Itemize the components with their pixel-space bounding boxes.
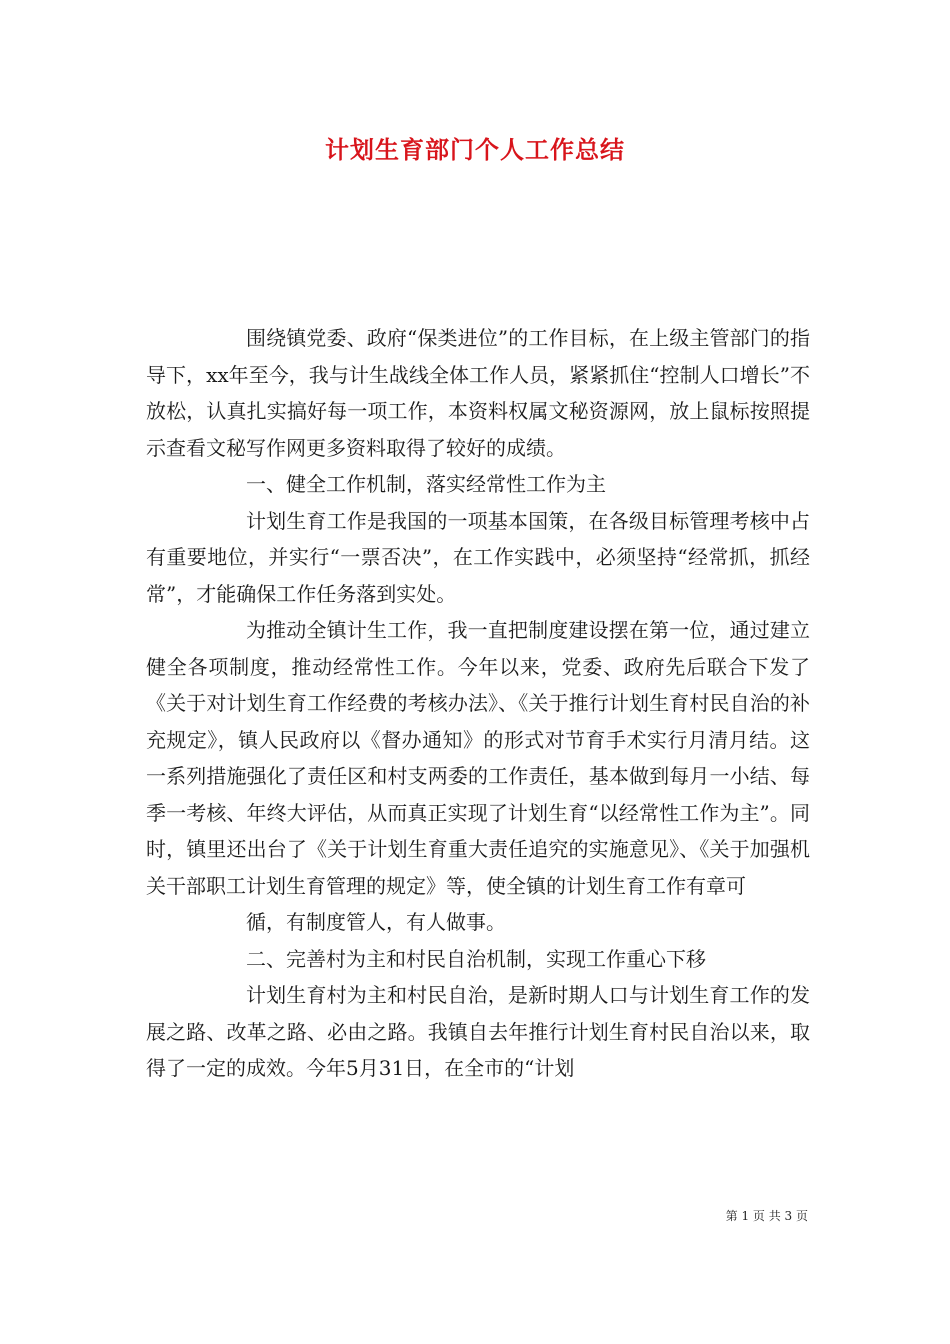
page-title: 计划生育部门个人工作总结 <box>325 136 625 164</box>
paragraph-continuation: 循，有制度管人，有人做事。 <box>246 910 506 934</box>
paragraph-policy: 计划生育工作是我国的一项基本国策，在各级目标管理考核中占有重要地位，并实行“一票否决”，在工作实践中，必须坚持“经常抓，抓经常”，才能确保工作任务落到实处。 <box>146 508 810 606</box>
page-number-footer: 第 1 页 共 3 页 <box>725 1209 808 1223</box>
section-heading-2: 二、完善村为主和村民自治机制，实现工作重心下移 <box>246 946 706 971</box>
paragraph-village-autonomy: 计划生育村为主和村民自治，是新时期人口与计划生育工作的发展之路、改革之路、必由之路。我镇自去年推行计划生育村民自治以来，取得了一定的成效。今年5月31日，在全市的“计划 <box>146 983 810 1080</box>
paragraph-intro: 围绕镇党委、政府“保类进位”的工作目标，在上级主管部门的指导下，xx年至今，我与计生战线全体工作人员，紧紧抓住“控制人口增长”不放松，认真扎实搞好每一项工作，本资料权属文秘资源网，放上鼠标按照提示查看文秘写作网更多资料取得了较好的成绩。 <box>146 326 810 460</box>
paragraph-system-building: 为推动全镇计生工作，我一直把制度建设摆在第一位，通过建立健全各项制度，推动经常性工作。今年以来，党委、政府先后联合下发了《关于对计划生育工作经费的考核办法》、《关于推行计划生育村民自治的补充规定》，镇人民政府以《督办通知》的形式对节育手术实行月清月结。这一系列措施强化了责任区和村支两委的工作责任，基本做到每月一小结、每季一考核、年终大评估，从而真正实现了计划生育“以经常性工作为主”。同时，镇里还出台了《关于计划生育重大责任追究的实施意见》、《关于加强机关干部职工计划生育管理的规定》等，使全镇的计划生育工作有章可 <box>146 618 810 898</box>
section-heading-1: 一、健全工作机制，落实经常性工作为主 <box>246 472 606 496</box>
document-body <box>146 320 810 1087</box>
